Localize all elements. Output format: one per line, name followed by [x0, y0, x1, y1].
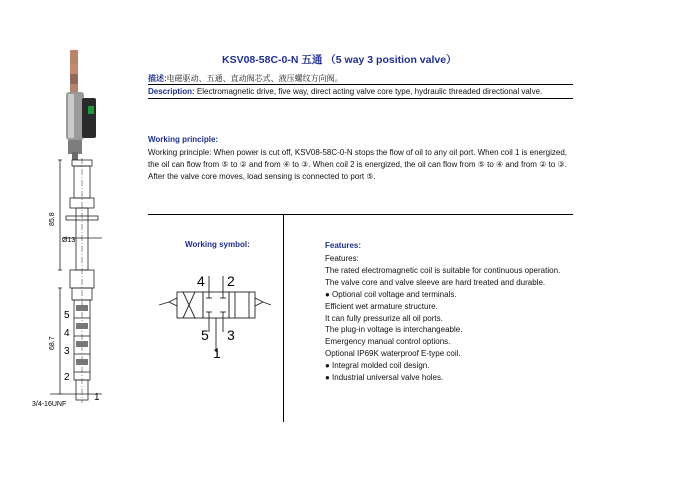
technical-drawing: [32, 158, 130, 408]
description-en: [148, 87, 542, 96]
dim-diameter: Ø13: [62, 237, 76, 244]
description-divider: [148, 84, 573, 85]
feature-item: The valve core and valve sleeve are hard treated and durable.: [325, 277, 546, 287]
drawing-port-5: 5: [64, 310, 70, 321]
feature-item: Efficient wet armature structure.: [325, 301, 438, 311]
column-divider: [283, 214, 284, 422]
feature-item: ● Optional coil voltage and terminals.: [325, 289, 457, 299]
product-photo: [48, 48, 108, 160]
features-heading: Features:: [325, 241, 362, 250]
section-divider: [148, 214, 573, 215]
connector-wires: [70, 50, 78, 92]
symbol-port-5: 5: [201, 327, 209, 343]
plug-connector: [82, 98, 96, 138]
working-principle-text: Working principle: When power is cut off, KSV08-58C-0-N stops the flow of oil to any oil port. When coil 1 is energized, the oil can flow from ⑤ to ② and from ④ to ③. When coil 2 is energized, the oil can flow from ⑤ to ④ and from ② to ③. After the valve core moves, load sensing is connected to port ⑤.: [148, 148, 568, 182]
feature-item: The plug-in voltage is interchangeable.: [325, 325, 463, 335]
description-cn: [148, 73, 343, 84]
feature-item: The rated electromagnetic coil is suitable for continuous operation.: [325, 265, 561, 275]
feature-item: Features:: [325, 254, 359, 263]
working-symbol-diagram: [155, 272, 275, 362]
description-cn-text: 电磁驱动、五通、直动阀芯式、液压螺纹方向阀。: [166, 74, 343, 83]
feature-item: Optional IP69K waterproof E-type coil.: [325, 349, 461, 359]
symbol-port-1: 1: [213, 345, 221, 361]
description-cn-label: 描述:: [148, 74, 167, 83]
page-title: KSV08-58C-0-N 五通 （5 way 3 position valve）: [222, 54, 457, 66]
symbol-port-4: 4: [197, 273, 205, 289]
drawing-port-2: 2: [64, 372, 70, 383]
working-principle-heading: Working principle:: [148, 135, 219, 144]
description-en-text: Electromagnetic drive, five way, direct acting valve core type, hydraulic threaded directional valve.: [196, 87, 543, 96]
working-symbol-heading: Working symbol:: [185, 240, 250, 249]
thread-spec: 3/4-16UNF: [32, 401, 67, 408]
dim-overall: 85.8: [49, 212, 56, 226]
description-divider-2: [148, 98, 573, 99]
symbol-port-3: 3: [227, 327, 235, 343]
drawing-port-1: 1: [94, 392, 100, 403]
symbol-port-2: 2: [227, 273, 235, 289]
dim-cartridge: 68.7: [49, 336, 56, 350]
feature-item: It can fully pressurize all oil ports.: [325, 313, 443, 323]
feature-item: ● Integral molded coil design.: [325, 361, 430, 371]
feature-item: ● Industrial universal valve holes.: [325, 373, 444, 383]
drawing-port-4: 4: [64, 328, 70, 339]
features-list: [325, 253, 560, 384]
description-en-label: Description:: [148, 87, 195, 96]
drawing-port-3: 3: [64, 346, 70, 357]
feature-item: Emergency manual control options.: [325, 337, 451, 347]
